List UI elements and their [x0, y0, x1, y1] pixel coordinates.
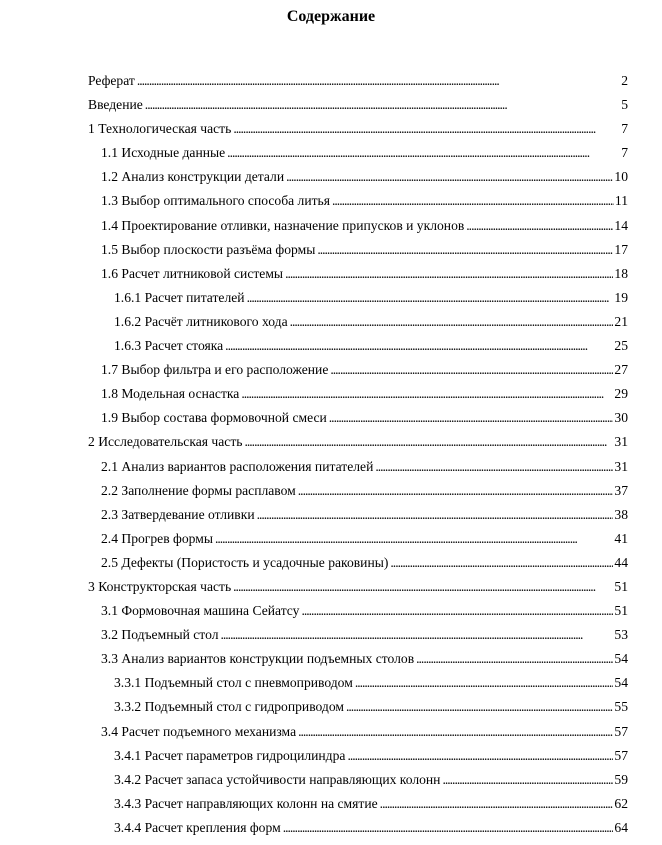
toc-entry-label: 3.4.1 Расчет параметров гидроцилиндра: [114, 747, 346, 763]
dot-leader: [380, 792, 614, 816]
dot-leader: [347, 744, 613, 768]
toc-entry[interactable]: [88, 358, 628, 382]
toc-entry-label: 1.6.2 Расчёт литникового хода: [114, 313, 288, 329]
toc-entry-label: 1.2 Анализ конструкции детали: [101, 169, 285, 185]
dot-leader: [227, 141, 620, 165]
toc-entry[interactable]: [88, 744, 628, 768]
toc-entry-label: 1.6.3 Расчет стояка: [114, 338, 224, 354]
toc-entry[interactable]: [88, 382, 628, 406]
toc-entry-label: 1 Технологическая часть: [88, 121, 232, 137]
dot-leader: [257, 503, 614, 527]
toc-entry[interactable]: [88, 117, 628, 141]
toc-entry-label: 3.1 Формовочная машина Сейатсу: [101, 603, 300, 619]
dot-leader: [442, 768, 613, 792]
toc-entry[interactable]: [88, 503, 628, 527]
toc-entry-label: 1.6.1 Расчет питателей: [114, 289, 245, 305]
toc-entry[interactable]: [88, 69, 628, 93]
toc-entry-label: 3.3.1 Подъемный стол с пневмоприводом: [114, 675, 353, 691]
toc-entry-page: 7: [621, 145, 628, 161]
toc-entry-page: 14: [614, 217, 628, 233]
toc-entry-label: Реферат: [88, 73, 135, 88]
dot-leader: [225, 334, 613, 358]
toc-entry[interactable]: [88, 671, 628, 695]
dot-leader: [298, 720, 613, 744]
toc-entry-page: 17: [614, 241, 628, 257]
toc-entry-page: 11: [614, 193, 628, 209]
toc-entry-label: 3.4.4 Расчет крепления форм: [114, 819, 281, 835]
toc-entry-page: 7: [621, 121, 628, 137]
toc-entry[interactable]: [88, 189, 628, 213]
toc-entry[interactable]: [88, 455, 628, 479]
dot-leader: [298, 479, 614, 503]
dot-leader: [247, 286, 614, 310]
toc-entry-label: 1.5 Выбор плоскости разъёма формы: [101, 241, 316, 257]
toc-entry-label: Введение: [88, 97, 143, 113]
toc-entry-label: 1.8 Модельная оснастка: [101, 386, 240, 402]
toc-entry-label: 2.1 Анализ вариантов расположения питателей: [101, 458, 374, 474]
toc-entry[interactable]: [88, 479, 628, 503]
dot-leader: [329, 406, 614, 430]
toc-entry-label: 3.4.2 Расчет запаса устойчивости направляющих колонн: [114, 771, 441, 787]
toc-entry-label: 1.4 Проектирование отливки, назначение припусков и уклонов: [101, 217, 465, 233]
toc-entry-label: 3.3.2 Подъемный стол с гидроприводом: [114, 699, 344, 715]
dot-leader: [317, 238, 613, 262]
toc-entry-page: 62: [614, 795, 628, 811]
dot-leader: [290, 310, 614, 334]
dot-leader: [346, 695, 613, 719]
toc-entry-label: 3.3 Анализ вариантов конструкции подъемных столов: [101, 651, 415, 667]
dot-leader: [355, 671, 614, 695]
toc-entry-page: 29: [614, 386, 628, 402]
dot-leader: [285, 262, 613, 286]
toc-entry-label: 1.9 Выбор состава формовочной смеси: [101, 410, 327, 426]
dot-leader: [283, 816, 614, 840]
toc-entry-page: 41: [614, 530, 628, 546]
toc-entry-label: 2 Исследовательская часть: [88, 434, 243, 450]
toc-entry-page: 31: [614, 458, 628, 474]
dot-leader: [390, 551, 613, 575]
dot-leader: [137, 69, 620, 93]
toc-entry-page: 2: [621, 73, 628, 88]
toc-entry-label: 2.2 Заполнение формы расплавом: [101, 482, 296, 498]
toc-entry-page: 44: [614, 554, 628, 570]
toc-entry[interactable]: [88, 165, 628, 189]
toc-entry-label: 3 Конструкторская часть: [88, 578, 232, 594]
toc-entry[interactable]: [88, 310, 628, 334]
toc-entry-page: 18: [614, 265, 628, 281]
toc-entry[interactable]: [88, 141, 628, 165]
toc-entry[interactable]: [88, 551, 628, 575]
toc-entry[interactable]: [88, 792, 628, 816]
page-title: Содержание: [286, 8, 376, 25]
toc-entry-page: 19: [614, 289, 628, 305]
toc-entry[interactable]: [88, 214, 628, 238]
dot-leader: [220, 623, 613, 647]
toc-entry-label: 1.6 Расчет литниковой системы: [101, 265, 284, 281]
table-of-contents: [88, 69, 628, 840]
toc-entry-page: 31: [614, 434, 628, 450]
toc-entry-page: 54: [614, 675, 628, 691]
toc-entry-label: 2.5 Дефекты (Пористость и усадочные раковины): [101, 554, 389, 570]
toc-entry-page: 54: [614, 651, 628, 667]
toc-entry[interactable]: [88, 262, 628, 286]
toc-entry-label: 3.2 Подъемный стол: [101, 627, 219, 643]
toc-entry[interactable]: [88, 334, 628, 358]
toc-entry[interactable]: [88, 430, 628, 454]
dot-leader: [233, 575, 613, 599]
toc-entry-page: 64: [614, 819, 628, 835]
toc-entry[interactable]: [88, 406, 628, 430]
toc-entry-page: 21: [614, 313, 628, 329]
dot-leader: [244, 430, 613, 454]
toc-entry[interactable]: [88, 816, 628, 840]
toc-entry-label: 2.4 Прогрев формы: [101, 530, 213, 546]
toc-entry-label: 1.7 Выбор фильтра и его расположение: [101, 362, 329, 378]
toc-entry-page: 53: [614, 627, 628, 643]
toc-entry-page: 57: [614, 747, 628, 763]
toc-entry-page: 59: [614, 771, 628, 787]
toc-entry[interactable]: [88, 720, 628, 744]
dot-leader: [375, 455, 613, 479]
toc-entry-page: 38: [614, 506, 628, 522]
dot-leader: [301, 599, 613, 623]
toc-entry[interactable]: [88, 93, 628, 117]
toc-entry-page: 10: [614, 169, 628, 185]
toc-entry-page: 27: [614, 362, 628, 378]
dot-leader: [241, 382, 613, 406]
dot-leader: [416, 647, 613, 671]
dot-leader: [330, 358, 613, 382]
toc-entry[interactable]: [88, 238, 628, 262]
toc-entry-page: 37: [614, 482, 628, 498]
toc-entry-label: 2.3 Затвердевание отливки: [101, 506, 255, 522]
toc-entry-page: 51: [614, 603, 628, 619]
toc-entry-page: 57: [614, 723, 628, 739]
toc-entry[interactable]: [88, 286, 628, 310]
dot-leader: [233, 117, 620, 141]
dot-leader: [286, 165, 613, 189]
dot-leader: [466, 214, 613, 238]
toc-entry-label: 1.3 Выбор оптимального способа литья: [101, 193, 331, 209]
toc-entry[interactable]: [88, 695, 628, 719]
dot-leader: [215, 527, 613, 551]
toc-entry-page: 55: [614, 699, 628, 715]
toc-entry-label: 1.1 Исходные данные: [101, 145, 226, 161]
dot-leader: [332, 189, 614, 213]
toc-entry-page: 5: [621, 97, 628, 113]
toc-entry-page: 30: [614, 410, 628, 426]
toc-entry-label: 3.4.3 Расчет направляющих колонн на смятие: [114, 795, 378, 811]
toc-entry-page: 51: [614, 578, 628, 594]
toc-entry[interactable]: [88, 575, 628, 599]
toc-entry[interactable]: [88, 623, 628, 647]
toc-entry[interactable]: [88, 527, 628, 551]
toc-entry[interactable]: [88, 647, 628, 671]
toc-entry[interactable]: [88, 599, 628, 623]
toc-entry[interactable]: [88, 768, 628, 792]
toc-entry-label: 3.4 Расчет подъемного механизма: [101, 723, 297, 739]
dot-leader: [145, 93, 620, 117]
toc-entry-page: 25: [614, 338, 628, 354]
